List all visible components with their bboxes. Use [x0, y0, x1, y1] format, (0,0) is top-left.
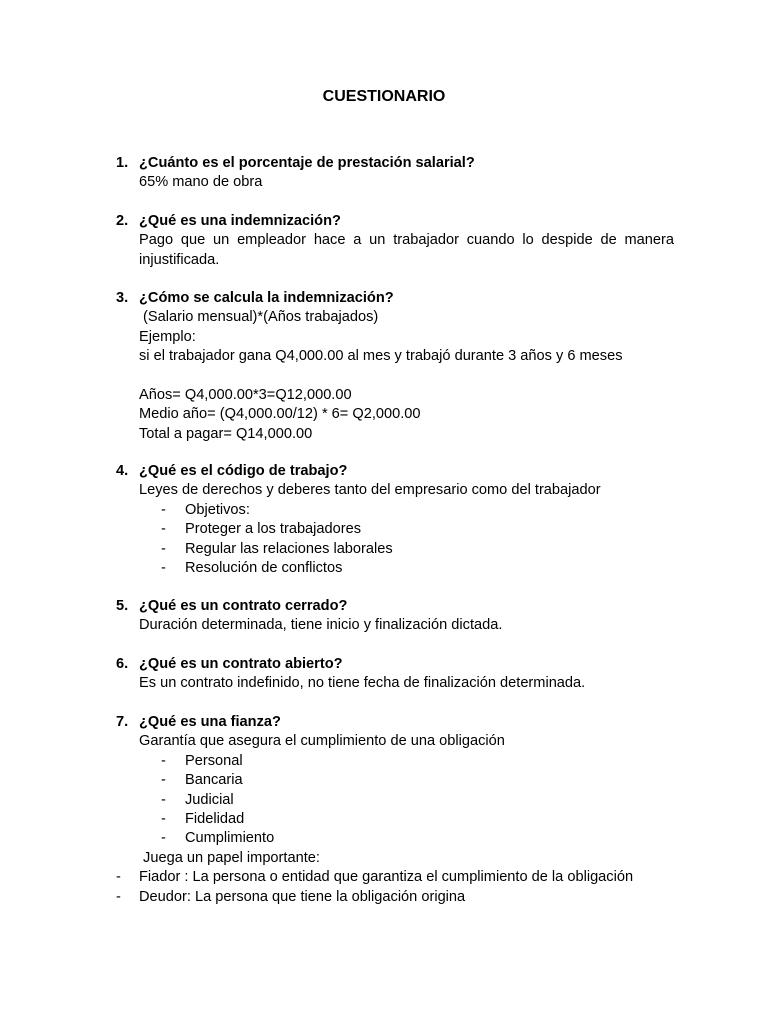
question-4	[0, 462, 768, 578]
bullet-marker: -	[161, 830, 166, 847]
bullet-marker: -	[161, 752, 166, 769]
list-item	[0, 791, 768, 810]
answer-line: Años= Q4,000.00*3=Q12,000.00	[139, 386, 352, 403]
question-2	[0, 212, 768, 270]
list-item-text: Judicial	[185, 791, 234, 808]
question-text: ¿Cómo se calcula la indemnización?	[139, 290, 394, 306]
outer-bullet-list	[0, 868, 768, 907]
answer-line: Medio año= (Q4,000.00/12) * 6= Q2,000.00	[139, 406, 421, 423]
question-number: 1.	[116, 155, 129, 171]
bullet-marker: -	[161, 772, 166, 789]
question-number: 6.	[116, 656, 129, 672]
list-item-text: Fidelidad	[185, 810, 245, 827]
bullet-marker: -	[161, 540, 166, 557]
answer-line: Total a pagar= Q14,000.00	[139, 425, 313, 442]
question-text: ¿Qué es una fianza?	[139, 714, 281, 730]
question-5	[0, 597, 768, 636]
answer-line: Leyes de derechos y deberes tanto del empresario como del trabajador	[139, 482, 601, 499]
list-item-text: Bancaria	[185, 772, 243, 789]
list-item	[0, 540, 768, 559]
answer-line: (Salario mensual)*(Años trabajados)	[139, 309, 379, 326]
question-3	[0, 289, 768, 444]
question-text: ¿Qué es un contrato cerrado?	[139, 598, 348, 614]
question-number: 3.	[116, 290, 129, 306]
list-item-text: Fiador : La persona o entidad que garantiza el cumplimiento de la obligación	[139, 869, 634, 886]
page-title: CUESTIONARIO	[322, 88, 446, 105]
bullet-marker: -	[161, 521, 166, 538]
list-item-text: Deudor: La persona que tiene la obligación origina	[139, 888, 466, 905]
list-item	[0, 559, 768, 578]
list-item	[0, 501, 768, 520]
question-1	[0, 154, 768, 193]
list-item-text: Objetivos:	[185, 501, 250, 518]
list-item-text: Regular las relaciones laborales	[185, 540, 393, 557]
question-text: ¿Qué es una indemnización?	[139, 213, 341, 229]
answer-line: si el trabajador gana Q4,000.00 al mes y trabajó durante 3 años y 6 meses	[139, 348, 623, 365]
bullet-marker: -	[116, 869, 121, 886]
list-item-text: Personal	[185, 752, 243, 769]
list-item-text: Resolución de conflictos	[185, 559, 343, 576]
question-number: 2.	[116, 213, 129, 229]
question-number: 5.	[116, 598, 129, 614]
list-item	[0, 868, 768, 887]
answer-line: 65% mano de obra	[139, 174, 263, 191]
bullet-marker: -	[161, 559, 166, 576]
bullet-list	[0, 501, 768, 579]
bullet-list	[0, 752, 768, 849]
question-text: ¿Cuánto es el porcentaje de prestación salarial?	[139, 155, 475, 171]
bullet-marker: -	[116, 888, 121, 905]
answer-line: Garantía que asegura el cumplimiento de una obligación	[139, 733, 505, 750]
answer-line: Juega un papel importante:	[139, 849, 320, 866]
question-number: 4.	[116, 463, 129, 479]
bullet-marker: -	[161, 501, 166, 518]
list-item	[0, 888, 768, 907]
answer-line: Es un contrato indefinido, no tiene fecha de finalización determinada.	[139, 675, 586, 692]
answer-paragraph: Pago que un empleador hace a un trabajador cuando lo despide de manera injustificada.	[139, 232, 674, 268]
blank-line	[139, 367, 674, 386]
bullet-marker: -	[161, 791, 166, 808]
bullet-marker: -	[161, 810, 166, 827]
answer-line: Ejemplo:	[139, 328, 196, 345]
list-item	[0, 752, 768, 771]
list-item-text: Proteger a los trabajadores	[185, 521, 362, 538]
list-item	[0, 829, 768, 848]
question-text: ¿Qué es el código de trabajo?	[139, 463, 348, 479]
answer-line: Duración determinada, tiene inicio y finalización dictada.	[139, 617, 503, 634]
list-item-text: Cumplimiento	[185, 830, 275, 847]
list-item	[0, 771, 768, 790]
question-6	[0, 655, 768, 694]
list-item	[0, 520, 768, 539]
question-number: 7.	[116, 714, 129, 730]
question-7	[0, 713, 768, 907]
question-text: ¿Qué es un contrato abierto?	[139, 656, 343, 672]
list-item	[0, 810, 768, 829]
